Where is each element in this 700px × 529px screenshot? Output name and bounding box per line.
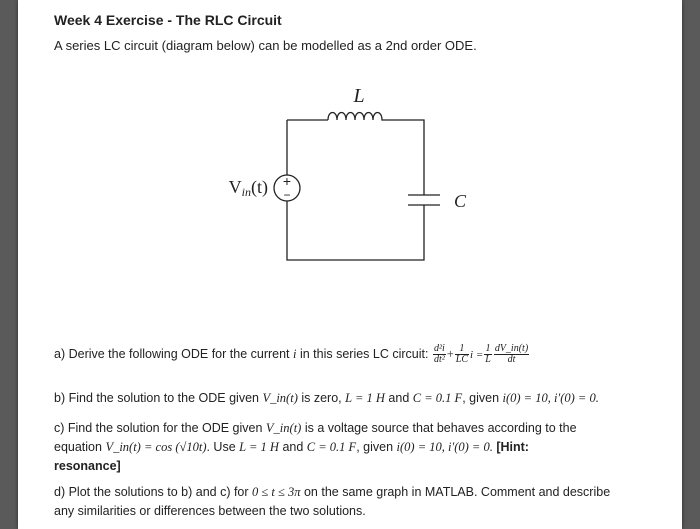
page-title: Week 4 Exercise - The RLC Circuit [54,12,282,28]
lc-circuit-diagram [178,80,498,270]
source-plus-sign: + [282,173,292,189]
document-page [18,0,682,529]
question-a: a) Derive the following ODE for the current i in this series LC circuit: $\frac{\text{d²i}}{\text{dt²}}$ + $\frac{1}{LC}$ i = $\frac{1}{L}$ $\frac{dV\_in(t)}{dt}$ [54,343,529,365]
inductor-coil [328,113,390,121]
intro-text: A series LC circuit (diagram below) can be modelled as a 2nd order ODE. [54,38,477,53]
source-minus-sign: − [283,188,291,202]
question-c: c) Find the solution for the ODE given V_in(t) is a voltage source that behaves according to the equation V_in(t) = cos (√10t). Use L = 1 H and C = 0.1 F, given i(0) = 10, i′(0) = 0. [Hint: resonance] [54,421,577,473]
question-d: d) Plot the solutions to b) and c) for 0 ≤ t ≤ 3π on the same graph in MATLAB. Comment and describe any similarities or differences between the two solutions. [54,485,611,518]
circuit-wire [390,120,424,195]
source-label: Vin(t) [228,177,268,199]
capacitor-label: C [454,191,467,211]
ode-equation: $\frac{\text{d²i}}{\text{dt²}}$ + $\frac{1}{LC}$ i = $\frac{1}{L}$ $\frac{dV\_in(t)}{dt}$ [433,343,529,365]
circuit-wire [287,201,424,260]
inductor-label: L [353,85,365,107]
question-b: b) Find the solution to the ODE given V_in(t) is zero, L = 1 H and C = 0.1 F, given i(0) = 10, i′(0) = 0. [54,391,599,405]
